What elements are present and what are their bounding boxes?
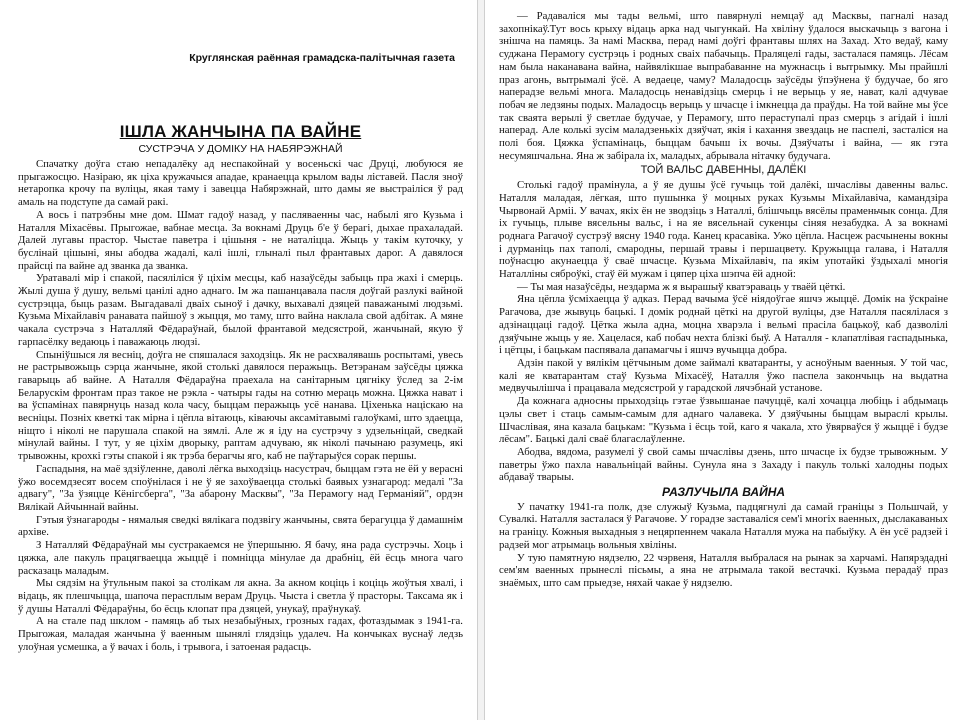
paragraph: Гэтыя ўзнагароды - нямалыя сведкі вялікага подзвігу жанчыны, свята берагуцца ў дамашнім архіве. xyxy=(18,513,463,539)
paragraph: Уратавалі мір і спакой, пасяліліся ў ціхім месцы, каб назаўсёды забыць пра жахі і смерць. Жылі душа ў душу, вельмі цанілі адно аднаго. Ім жа пашанцавала пасля доўгай разлукі вайной сустрэцца, быць разам. Выгадавалі дваіх сыноў і дачку, выхавалі дзяцей паважанымі людзьмі. Кузьма Міхайлавіч ранавата пайшоў з жыцця, мо таму, што вайна наклала свой адбітак. А мяне чакала сустрэча з Наталляй Фёдараўнай, былой франтавой медсястрой, жанчынай, якую ў гарпасёлку ведаюць і паважаюць людзі. xyxy=(18,272,463,348)
newspaper-masthead: Круглянская раённая грамадска-палітычная газета xyxy=(189,52,455,64)
paragraph: А вось і патрэбны мне дом. Шмат гадоў назад, у пасляваенны час, набылі яго Кузьма і Наталля Міхасёвы. Прыгожае, вабнае месца. За вокнамі Друць б'е ў берагі, дыхае прахаладай. Далей лугавы прастор. Чыстае паветра і цішыня - не наталіцца. Жыць у такім куточку, у буслінай цішыні, яны абодва жадалі, калі ішлі, глыналі пыл франтавых дарог. А давялося прайсці па вайне ад званка да званка. xyxy=(18,208,463,272)
paragraph: Спачатку доўга стаю непадалёку ад неспакойнай у восеньскі час Друці, любуюся яе прыгажосцю. Назіраю, як ціха кружачыся ападае, кранаецца крылом вады ліставей. Пасля зноў нетаропка крочу па вуліцы, якая таму і завецца Набярэжнай, што дамы яе выстраіліся ў рад амаль на подступе да самай ракі. xyxy=(18,158,463,209)
paragraph: Адзін пакой у вялікім цётчыным доме займалі кватаранты, у асноўным ваенныя. У той час, калі яе кватарантам стаў Кузьма Міхасёў, Наталля ўжо паспела закончыць на выдатна медвучылішча і працавала медсястрой у гарадской лячэбнай установе. xyxy=(499,356,948,395)
paragraph: У тую памятную нядзелю, 22 чэрвеня, Наталля выбралася на рынак за харчамі. Напярэдадні сем'ям ваенных прынеслі пісьмы, а яна не атрымала такой вестачкі. Кузьма перадаў праз знаёмых, што сам прыедзе, няхай чакае ў нядзелю. xyxy=(499,551,948,589)
paragraph: У пачатку 1941-га полк, дзе служыў Кузьма, падцягнулі да самай граніцы з Польшчай, у Сувалкі. Наталля засталася ў Рагачове. У горадзе заставаліся сем'і многіх ваенных, дыслакаваных на граніцу. Кожныя выхадныя з нецярпеннем чакала Наталля мужа на пабыўку. А ён усё радзей і радзей мог атрымаць вольныя хвіліны. xyxy=(499,500,948,551)
section-heading-waltz: ТОЙ ВАЛЬС ДАВЕННЫ, ДАЛЁКІ xyxy=(640,164,807,177)
paragraph: Мы сядзім на ўтульным пакоі за столікам ля акна. За акном коціць і коціць жоўтыя хвалі, і відаць, як плешчыцца, шапоча перасплым верам Друць. Чыста і светла ў прасторы. Таксама як і ў душы Наталлі Фёдараўны, бо ёсць клопат пра дзяцей, унукаў, праўнукаў. xyxy=(18,577,463,615)
article-subtitle: СУСТРЭЧА У ДОМІКУ НА НАБЯРЭЖНАЙ xyxy=(138,143,343,155)
paragraph: А на стале пад шклом - памяць аб тых незабыўных, грозных гадах, фотаздымак з 1941-га. Прыгожая, маладая жанчына ў ваенным шынялі глядзіць удалеч. На кончыках вуснаў ледзь улоўная усмешка, а ў вачах і боль, і трывога, і затоеная радасць. xyxy=(18,615,463,653)
paragraph: — Ты мая назаўсёды, нездарма ж я вырашыў кватэраваць у тваёй цёткі. xyxy=(517,280,846,293)
right-article-body xyxy=(499,10,948,590)
paragraph: Абодва, вядома, разумелі ў свой самы шчаслівы дзень, што шчасце іх будзе трывожным. У паветры ўжо пахла навальніцай вайны. Сунула яна з Захаду і пакуль толькі халодны подых абдаваў тварыы. xyxy=(499,445,948,484)
paragraph: Да кожнага адносны прыходзіць гэтае ўзвышанае пачуццё, калі хочацца любіць і абдымаць цэлы свет і стаць самым-самым для аднаго чалавека. У дзяўчыны быццам выраслі крылы. Шчаслівая, яна казала бацькам: "Кузьма і ёсць той, каго я чакала, хто ўвярваўся ў жыццё і будзе лёсам". Бацькі далі сваё благаслаўленне. xyxy=(499,395,948,446)
paragraph: Столькі гадоў прамінула, а ў яе душы ўсё гучыць той далёкі, шчаслівы давенны вальс. Наталля маладая, лёгкая, што пушынка ў моцных руках Кузьмы Міхайлавіча, камандзіра Чырвонай Арміі. У вачах, якіх ён не зводзіць з Наталлі, блішчыць вясёлы праменьчык сонца. Для іх гучыць, плыве вясельны вальс, і на яе вясельнай сукенцы сіняя незабудка. А за вокнамі роднага Рагачоў сустрэў вясну 1940 года. Канец красавіка. Ужо цёпла. Насцеж расчынены вокны і дурманіць пах таполі, смародны, першай травы і першацвету. Кружыцца галава, і Наталля поўнасцю акунаецца ў сваё шчасце. Кузьма Міхайлавіч, па якім употайкі ўздыхалі многія Наталліны сяброўкі, стаў ёй мужам і цяпер ціха шэпча ёй адной: xyxy=(499,179,948,281)
left-article-body xyxy=(18,158,463,653)
paragraph: З Наталляй Фёдараўнай мы сустракаемся не ўпершыню. Я бачу, яна рада сустрэчы. Хоць і цяжка, але пакуль працягваецца жыццё і помніцца мінулае да драбніц, ёй ёсць многа чаго расказаць маладым. xyxy=(18,539,463,577)
paragraph: — Радаваліся мы тады вельмі, што павярнулі немцаў ад Масквы, пагналі назад захопнікаў.Тут вось крыху відаць арка над чыгункай. На хвіліну ўдалося выскачыць з вагона і знішча на памяць. За намі Масква, перад намі доўгі франтавы шлях на Захад. Хто ведаў, каму суджана Перамогу сустрэць і родных сваіх пабачыць. Праляцелі гады, засталася памяць. Лёсам нам была наканавана вайна, найвялікшае выпрабаванне на мужнасць і вытрымку. Мы прайшлі праз агонь, вытрымалі ўсё. А ведаеце, чаму? Маладосць заўсёды ўпэўнена ў будучае, бо яго наперадзе вельмі многа. Маладосць ненавідзіць смерць і не верыць у яе, нават, калі адчувае побач яе ледзяны подых. Маладосць верыць у шчасце і імкнецца да праўды. На той вайне мы ўсе так сваята верылі ў светлае будучае, у Перамогу, што пераступалі праз смерць з агідай і ішлі наперад. Але колькі зусім маладзенькіх дзяўчат, якія і кахання звездаць не паспелі, засталіся на полі боя. Цяжка ўспамінаць, быццам бачыш іх вочы. Дзяўчаты і вайна, — як гэта несумяшчальна. Яна ж забірала іх, маладых, абрывала нітачку будучага. xyxy=(499,10,948,162)
left-page xyxy=(0,0,478,720)
section-heading-separation: РАЗЛУЧЫЛА ВАЙНА xyxy=(661,485,786,500)
paragraph: Яна цёпла ўсміхаецца ў адказ. Перад вачыма ўсё ніядоўгае яшчэ жыццё. Домік на ўскраіне Рагачова, дзе жывуць бацькі. І домік роднай цёткі на другой вуліцы, дзе Наталля пасялілася з адзінаццаці гадоў. Цётка жыла адна, моцна хварэла і вельмі прасіла бацькоў, каб дазволілі дзяўчыне жыць у яе. Хацелася, каб побач нехта блізкі быў. А Наталля - клапатлівая гаспадынька, і цётцы, і бацькам паспявала дапамагчы і яшчэ вучыцца добра. xyxy=(499,293,948,357)
paragraph: Спыніўшыся ля весніц, доўга не спяшалася заходзіць. Як не расхвалявашь роспытамі, увесь не растрывожыць сэрца жанчыне, якой столькі давялося перажыць. Ветэранам заўсёды цяжка гаварыць аб вайне. А Наталля Фёдараўна праехала на санітарным цягніку ўслед за 2-ім Беларускім фронтам праз такое не рэкла - чатыры гады на сотню мераць можна. Цяжка нават і ва ўспамінах павярнуць назад кола часу, быццам перажыць усё нанава. Ціхенька націскаю на весніцы. Позніх кветкі так мірна і цёпла вітаюць, ківаючы аксамітавымі галоўкамі, што здаецца, ніщто і ніколі не парушала спакой на зямлі. Але ж я іду на сустрэчу з удзельніцай, сведкай мінулай вайны. І тут, у яе ціхім дворыку, раптам адчуваю, як ніколі пачынаю разумець, які трывожны, крохкі гэты спакой і як трэба берагчы яго, каб не паўтарыўся сорак першы. xyxy=(18,348,463,463)
article-title: ІШЛА ЖАНЧЫНА ПА ВАЙНЕ xyxy=(119,122,362,141)
right-page xyxy=(484,0,960,720)
paragraph: Гаспадыня, на маё здзіўленне, даволі лёгка выходзіць насустрач, быццам гэта не ёй у верасні ўжо восемдзесят восем споўнілася і не ў яе захоўваецца столькі баявых узнагарод: медалі "За адвагу", "За ўзяцце Кёнігсберга", "За абарону Масквы", "За Перамогу над Германіяй", ордэн Вялікай Айчыннай вайны. xyxy=(18,462,463,513)
